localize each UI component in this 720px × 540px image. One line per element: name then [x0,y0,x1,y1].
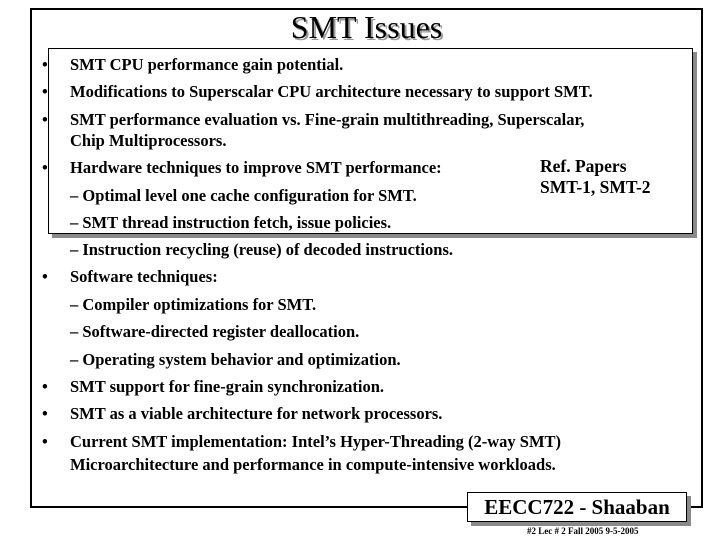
bullet-text: SMT performance evaluation vs. Fine-grain multithreading, Superscalar, [70,110,585,129]
bullet-marker: • [42,55,48,74]
sub-bullet: – Optimal level one cache configuration for SMT. [70,186,417,205]
course-label-box [467,492,687,522]
bullet-marker: • [42,110,48,129]
bullet-text: Hardware techniques to improve SMT performance: [70,158,442,177]
bullet-marker: • [42,158,48,177]
bullet-marker: • [42,432,48,451]
reference-line-1: Ref. Papers [540,156,627,176]
bullet-text: Current SMT implementation: Intel’s Hyper-Threading (2-way SMT) [70,432,562,451]
bullet-marker: • [42,82,48,101]
course-label: EECC722 - Shaaban [484,495,670,519]
reference-note [540,156,651,198]
bullet-text-continued: Microarchitecture and performance in compute-intensive workloads. [70,455,556,474]
sub-bullet: – SMT thread instruction fetch, issue policies. [70,213,392,232]
bullet-text: SMT support for fine-grain synchronization. [70,377,384,396]
sub-bullet: – Operating system behavior and optimization. [70,350,401,369]
slide-footer-info: #2 Lec # 2 Fall 2005 9-5-2005 [527,526,639,536]
bullet-marker: • [42,267,48,286]
reference-line-2: SMT-1, SMT-2 [540,177,651,197]
bullet-text: SMT as a viable architecture for network processors. [70,404,443,423]
sub-bullet: – Instruction recycling (reuse) of decoded instructions. [70,240,453,259]
bullet-marker: • [42,404,48,423]
bullet-text: Software techniques: [70,267,218,286]
page-title: SMT Issues [290,9,443,45]
bullet-text-continued: Chip Multiprocessors. [70,131,227,150]
bullet-text: Modifications to Superscalar CPU architecture necessary to support SMT. [70,82,593,101]
bullet-text: SMT CPU performance gain potential. [70,55,344,74]
sub-bullet: – Software-directed register deallocation. [70,322,360,341]
sub-bullet: – Compiler optimizations for SMT. [70,295,317,314]
bullet-marker: • [42,377,48,396]
